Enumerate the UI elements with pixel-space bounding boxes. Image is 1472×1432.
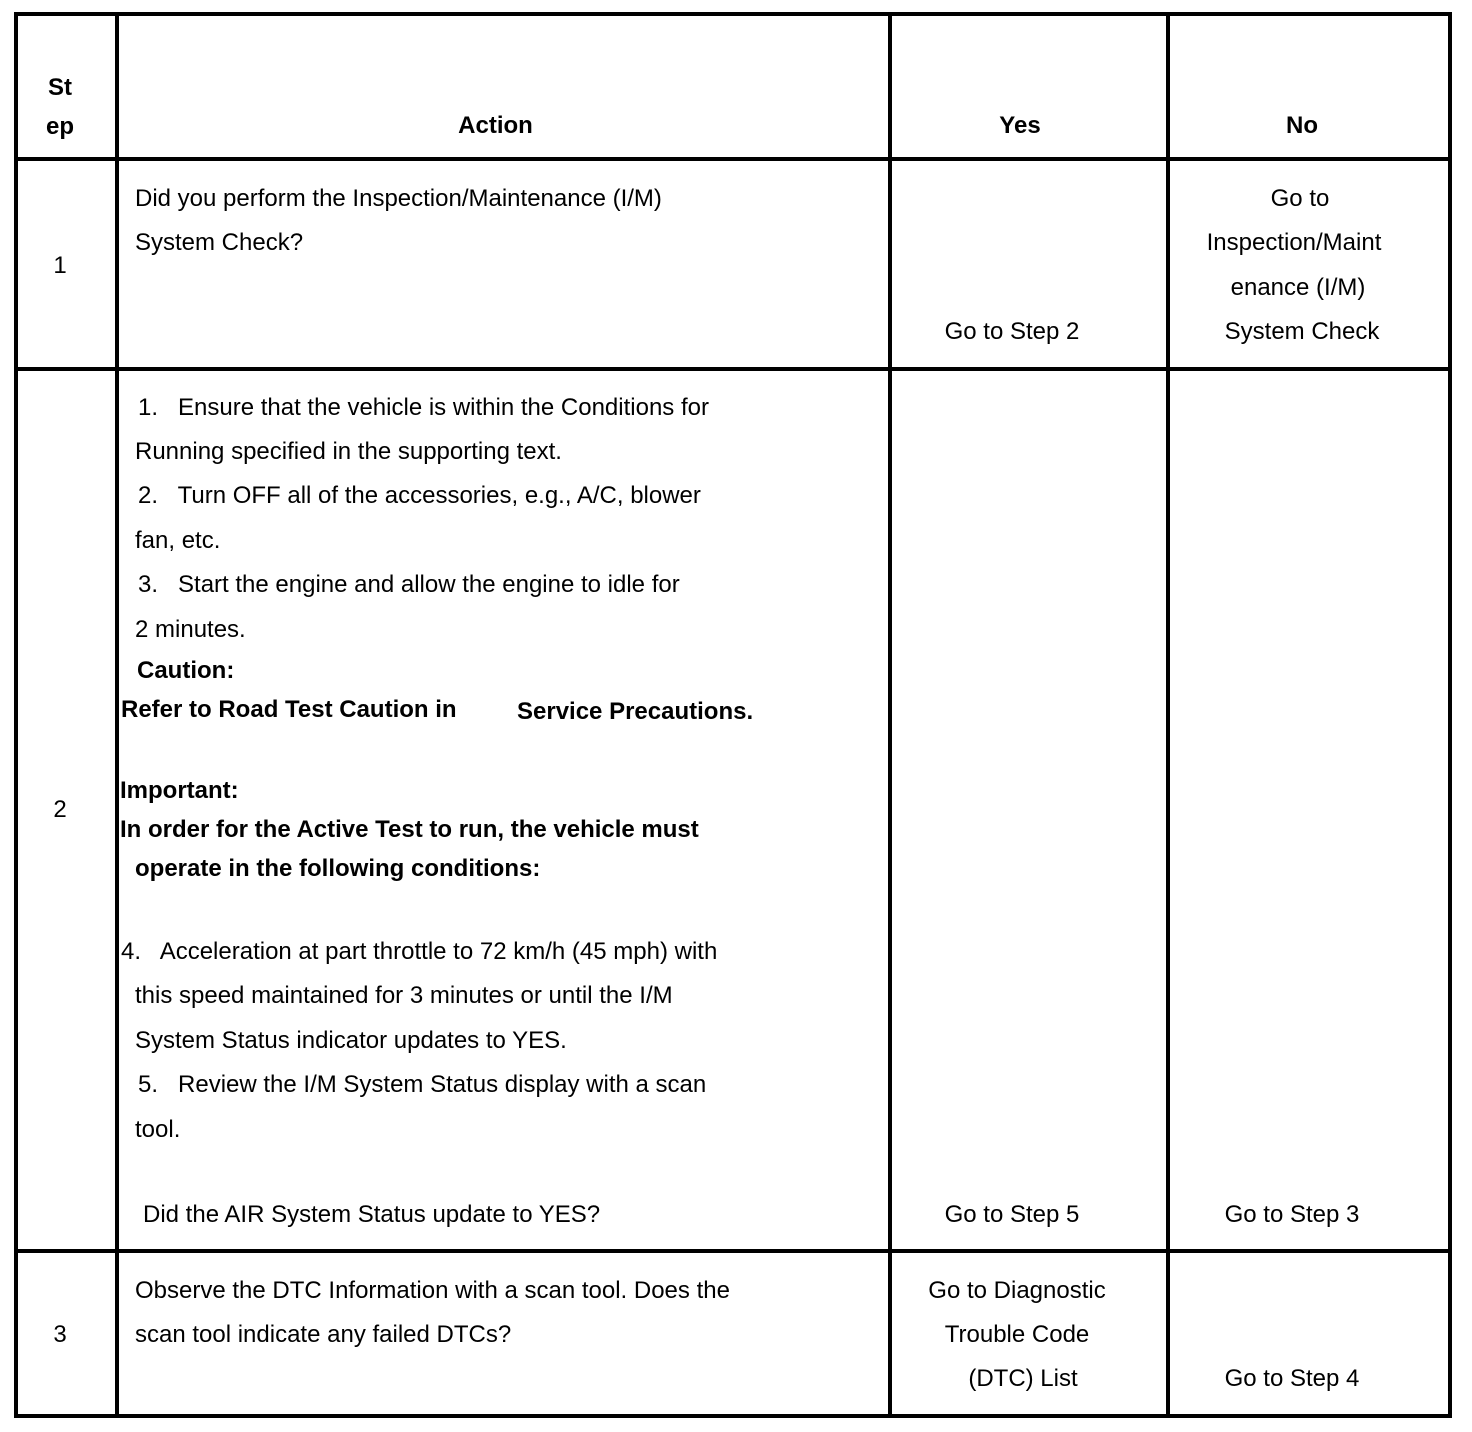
row2-step: 2: [53, 796, 67, 823]
important-line2: operate in the following conditions:: [135, 855, 541, 882]
row1-no-line4: System Check: [1224, 318, 1380, 345]
header-step-line1: St: [48, 74, 72, 101]
important-label: Important:: [120, 777, 239, 804]
row1-no-line2: Inspection/Maint: [1206, 229, 1382, 256]
row3-yes-line3: (DTC) List: [968, 1365, 1078, 1392]
row2-action-step4: 4. Acceleration at part throttle to 72 km/h (45 mph) with: [121, 938, 718, 965]
row2-action-step1: 1. Ensure that the vehicle is within the Conditions for: [138, 394, 709, 421]
step-column-divider: [115, 12, 119, 1418]
row1-no-line3: enance (I/M): [1230, 274, 1366, 301]
table-border-bottom: [14, 1414, 1452, 1418]
row1-action-line1: Did you perform the Inspection/Maintenance (I/M): [135, 185, 662, 212]
row2-action-step1-cont: Running specified in the supporting text.: [135, 438, 562, 465]
header-action: Action: [458, 112, 533, 139]
row2-action-step3: 3. Start the engine and allow the engine to idle for: [138, 571, 680, 598]
header-step-line2: ep: [45, 113, 74, 140]
row2-action-step4-cont2: System Status indicator updates to YES.: [135, 1027, 567, 1054]
row1-step: 1: [53, 252, 67, 279]
table-border-top: [14, 12, 1452, 16]
caution-link-text: Service Precautions.: [517, 698, 754, 725]
row1-divider: [14, 367, 1452, 371]
row3-action-line1: Observe the DTC Information with a scan tool. Does the: [135, 1277, 730, 1304]
table-border-left: [14, 12, 18, 1418]
header-yes: Yes: [999, 112, 1041, 139]
important-line1: In order for the Active Test to run, the vehicle must: [120, 816, 699, 843]
header-divider: [14, 157, 1452, 161]
row3-step: 3: [53, 1321, 67, 1348]
row1-no-line1: Go to: [1270, 185, 1330, 212]
row2-action-step2-cont: fan, etc.: [135, 527, 221, 554]
row1-action-line2: System Check?: [135, 229, 304, 256]
row2-action-step4-cont1: this speed maintained for 3 minutes or until the I/M: [135, 982, 673, 1009]
row1-yes: Go to Step 2: [944, 318, 1080, 345]
row2-yes: Go to Step 5: [944, 1201, 1080, 1228]
caution-label: Caution:: [137, 657, 235, 684]
row2-action-step3-cont: 2 minutes.: [135, 616, 246, 643]
row2-question: Did the AIR System Status update to YES?: [143, 1201, 601, 1228]
row2-no: Go to Step 3: [1224, 1201, 1360, 1228]
row3-yes-line2: Trouble Code: [944, 1321, 1090, 1348]
row3-no: Go to Step 4: [1224, 1365, 1360, 1392]
row2-action-step2: 2. Turn OFF all of the accessories, e.g., A/C, blower: [138, 482, 701, 509]
row3-action-line2: scan tool indicate any failed DTCs?: [135, 1321, 512, 1348]
caution-text: Refer to Road Test Caution in: [121, 696, 457, 723]
table-border-right: [1448, 12, 1452, 1418]
row3-yes-line1: Go to Diagnostic: [928, 1277, 1106, 1304]
row2-action-step5-cont: tool.: [135, 1116, 181, 1143]
row2-divider: [14, 1249, 1452, 1253]
row2-action-step5: 5. Review the I/M System Status display with a scan: [138, 1071, 707, 1098]
header-no: No: [1286, 112, 1318, 139]
